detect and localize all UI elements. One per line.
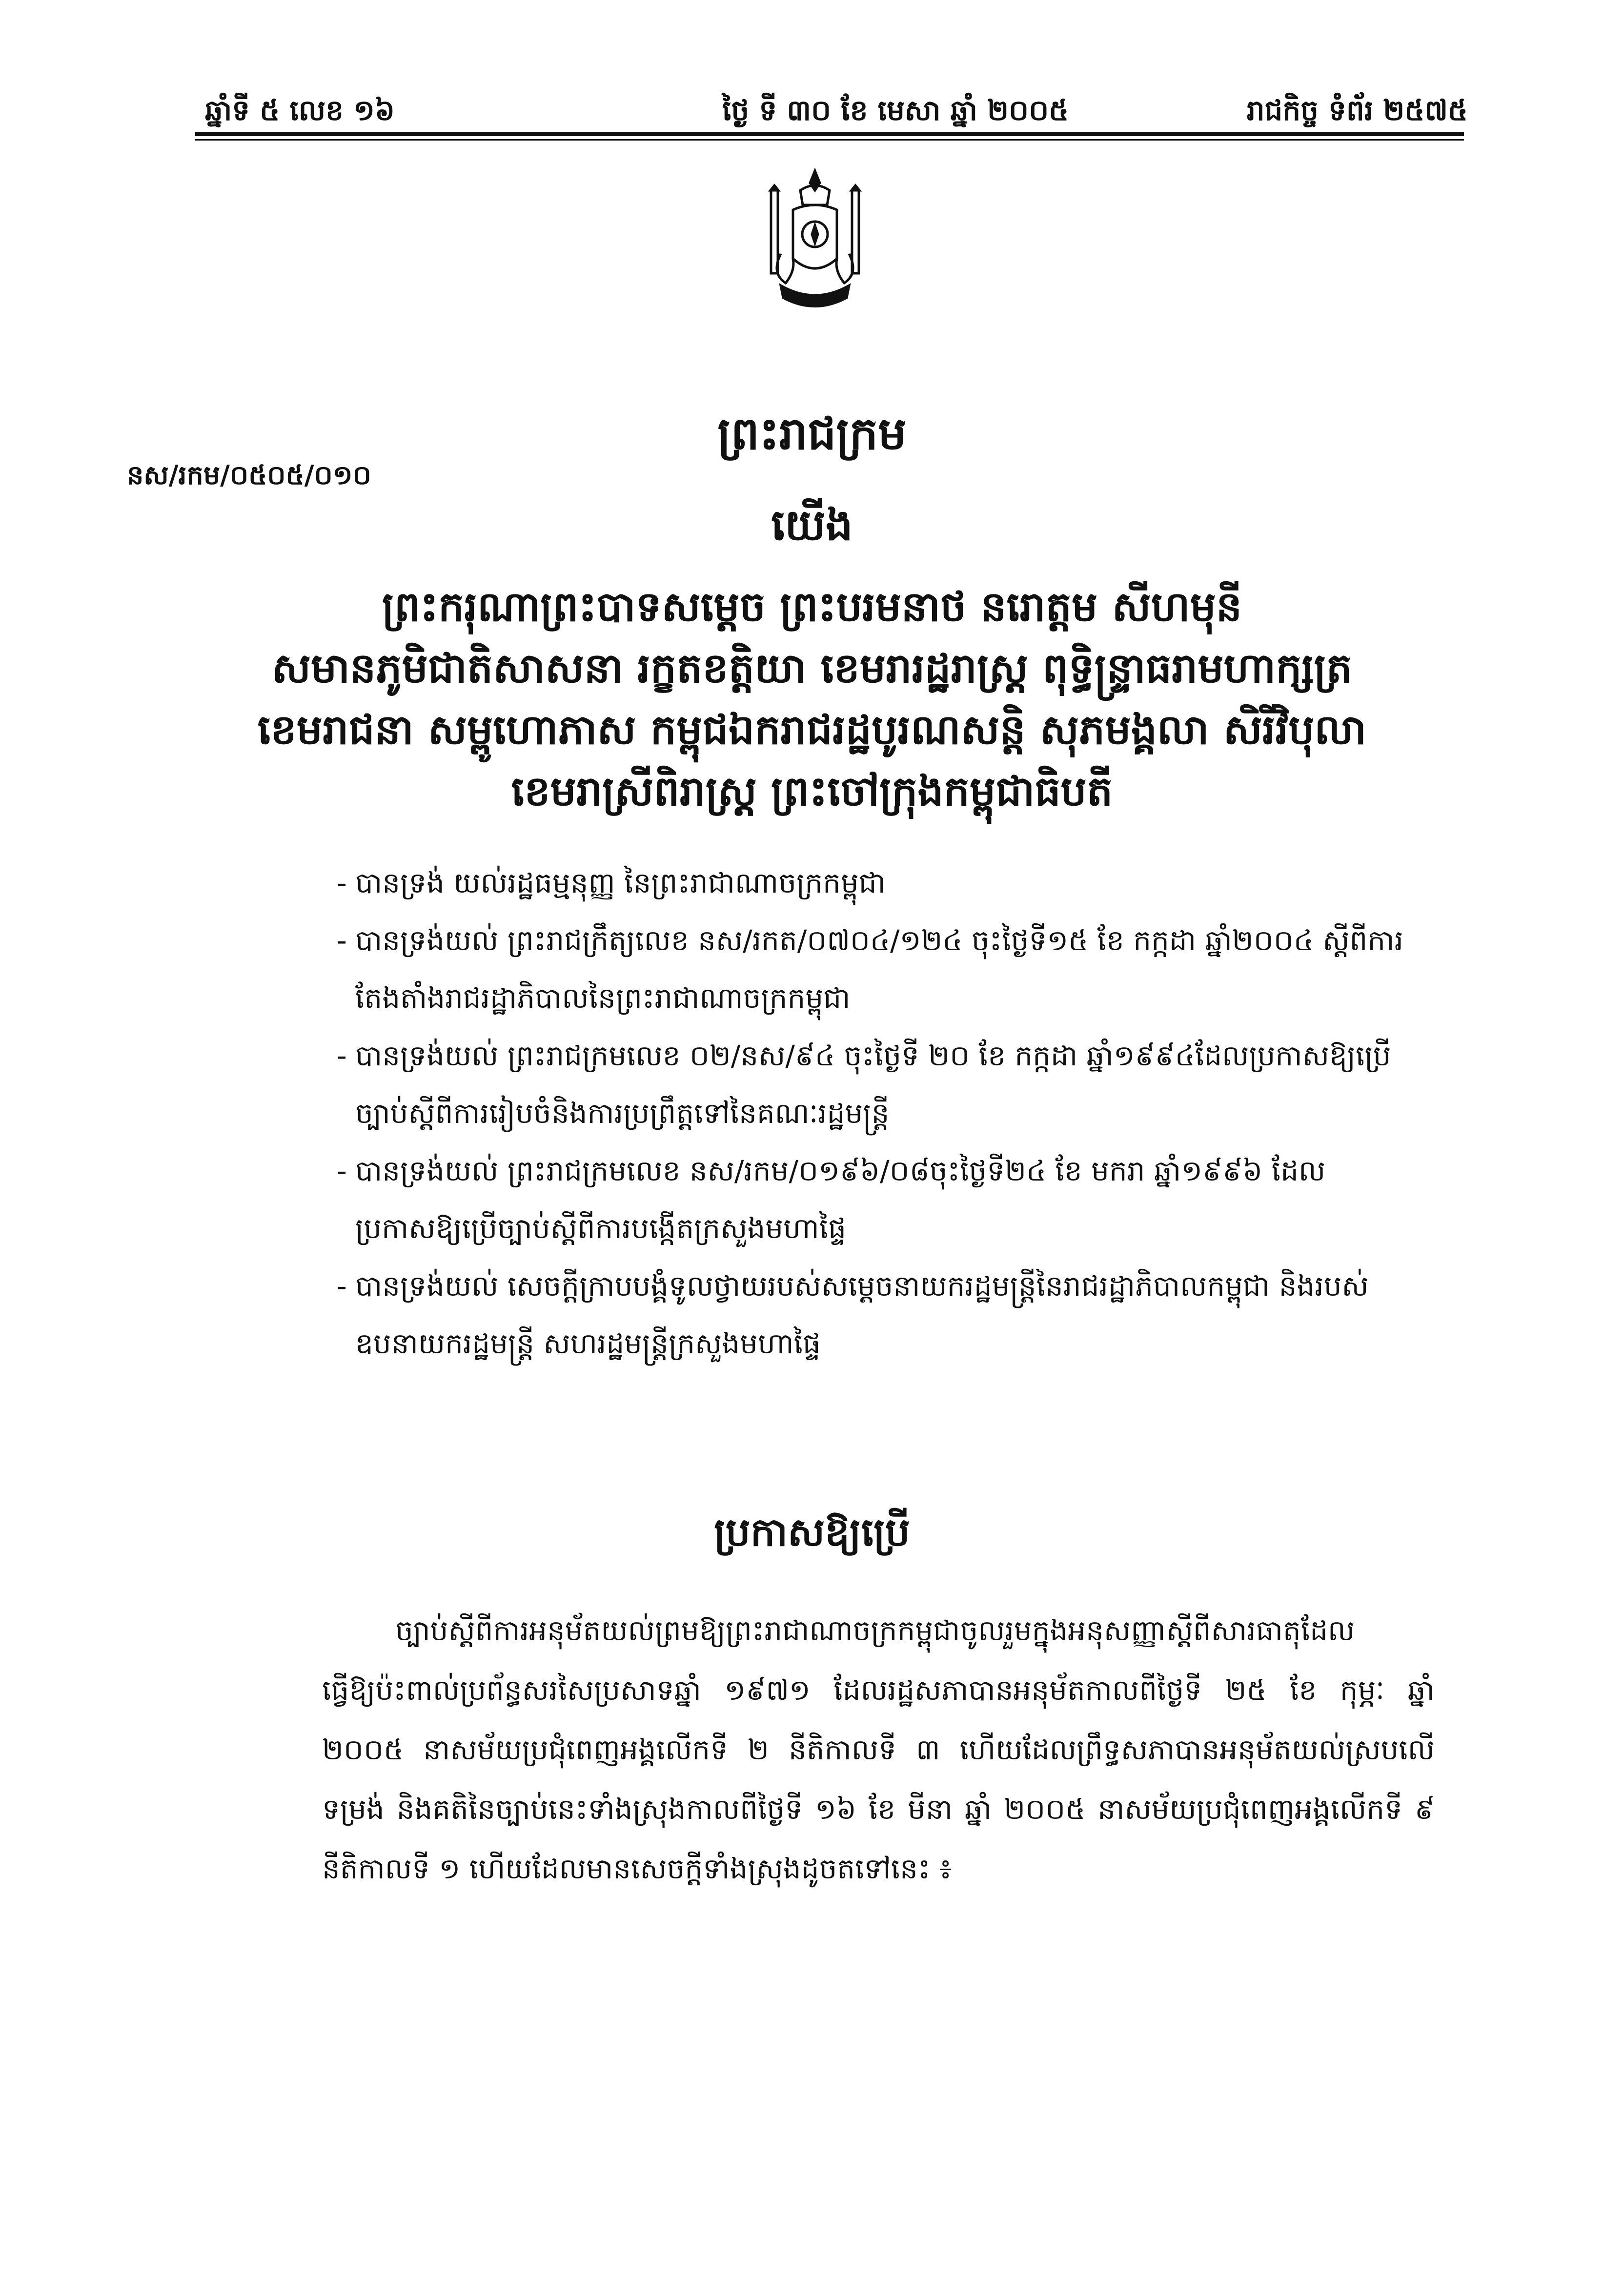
royal-coat-of-arms-icon [751, 161, 878, 322]
consideration-item: - បានទ្រង់យល់ ព្រះរាជក្រមលេខ នស/រកម/០១៩៦/០៨ចុះថ្ងៃទី២៤ ខែ មករា ឆ្នាំ១៩៩៦ ដែលប្រកាសឱ្យប្រើច្បាប់ស្តីពីការបង្កើតក្រសួងមហាផ្ទៃ [337, 1142, 1425, 1257]
consideration-text: បានទ្រង់យល់ ព្រះរាជក្រឹត្យលេខ នស/រកត/០៧០៤/១២៤ ចុះថ្ងៃទី១៥ ខែ កក្កដា ឆ្នាំ២០០៤ ស្តីពីការតែងតាំងរាជរដ្ឋាភិបាលនៃព្រះរាជាណាចក្រកម្ពុជា [355, 924, 1404, 1015]
royal-title-line: ព្រះករុណាព្រះបាទសម្តេច ព្រះបរមនាថ នរោត្តម សីហមុនី [382, 583, 1242, 631]
decree-title: ព្រះរាជក្រម [717, 408, 907, 460]
issue-date: ថ្ងៃ ទី ៣០ ខែ មេសា ឆ្នាំ ២០០៥ [722, 94, 1069, 127]
header-divider-thin [195, 139, 1464, 141]
royal-title-line: ខេមរាជនា សម្ពូហោភាស កម្ពុជឯករាជរដ្ឋបូរណសន្តិ សុភមង្គលា សិរីវិបុលា [257, 706, 1367, 754]
decree-subject: យើង [771, 500, 853, 550]
consideration-item: - បានទ្រង់យល់ ព្រះរាជក្រមលេខ ០២/នស/៩៤ ចុះថ្ងៃទី ២០ ខែ កក្កដា ឆ្នាំ១៩៩៤ដែលប្រកាសឱ្យប្រើច្បាប់ស្តីពីការរៀបចំនិងការប្រព្រឹត្តទៅនៃគណៈរដ្ឋមន្ត្រី [337, 1027, 1425, 1142]
consideration-item: - បានទ្រង់យល់ ព្រះរាជក្រឹត្យលេខ នស/រកត/០៧០៤/១២៤ ចុះថ្ងៃទី១៥ ខែ កក្កដា ឆ្នាំ២០០៤ ស្តីពីការតែងតាំងរាជរដ្ឋាភិបាលនៃព្រះរាជាណាចក្រកម្ពុជា [337, 912, 1425, 1027]
header-divider [195, 132, 1464, 136]
reference-number: នស/រកម/០៥០៥/០១០ [127, 460, 371, 490]
royal-titles [0, 576, 1624, 822]
royal-title-line: ខេមរាស្រីពិរាស្ត្រ ព្រះចៅក្រុងកម្ពុជាធិបតី [511, 767, 1113, 815]
promulgation-heading: ប្រកាសឱ្យប្រើ [714, 1509, 910, 1555]
royal-title-line: សមានភូមិជាតិសាសនា រក្ខតខត្តិយា ខេមរារដ្ឋរាស្ត្រ ពុទ្ធិន្ទ្រាធរាមហាក្សត្រ [272, 644, 1352, 692]
decree-body-text: ច្បាប់ស្តីពីការអនុម័តយល់ព្រមឱ្យព្រះរាជាណាចក្រកម្ពុជាចូលរួមក្នុងអនុសញ្ញាស្តីពីសារធាតុដែលធ្វើឱ្យប៉ះពាល់ប្រព័ន្ធសរសៃប្រសាទឆ្នាំ ១៩៧១ ដែលរដ្ឋសភាបានអនុម័តកាលពីថ្ងៃទី ២៥ ខែ កុម្ភៈ ឆ្នាំ ២០០៥ នាសម័យប្រជុំពេញអង្គលើកទី ២ នីតិកាលទី ៣ ហើយដែលព្រឹទ្ធសភាបានអនុម័តយល់ស្របលើទម្រង់ និងគតិនៃច្បាប់នេះទាំងស្រុងកាលពីថ្ងៃទី ១៦ ខែ មីនា ឆ្នាំ ២០០៥ នាសម័យប្រជុំពេញអង្គលើកទី ៩ នីតិកាលទី ១ ហើយដែលមានសេចក្តីទាំងស្រុងដូចតទៅនេះ ៖ [322, 1614, 1435, 1885]
gazette-page-number: រាជកិច្ច ទំព័រ ២៥៧៥ [1246, 94, 1468, 127]
consideration-item: - បានទ្រង់យល់ សេចក្តីក្រាបបង្គំទូលថ្វាយរបស់សម្តេចនាយករដ្ឋមន្ត្រីនៃរាជរដ្ឋាភិបាលកម្ពុជា និងរបស់ឧបនាយករដ្ឋមន្ត្រី សហរដ្ឋមន្ត្រីក្រសួងមហាផ្ទៃ [337, 1257, 1425, 1372]
decree-body [322, 1601, 1435, 1898]
consideration-text: បានទ្រង់យល់ សេចក្តីក្រាបបង្គំទូលថ្វាយរបស់សម្តេចនាយករដ្ឋមន្ត្រីនៃរាជរដ្ឋាភិបាលកម្ពុជា និងរបស់ឧបនាយករដ្ឋមន្ត្រី សហរដ្ឋមន្ត្រីក្រសួងមហាផ្ទៃ [355, 1269, 1369, 1360]
issue-number: ឆ្នាំទី ៥ លេខ ១៦ [205, 94, 395, 127]
consideration-text: បានទ្រង់យល់ ព្រះរាជក្រមលេខ នស/រកម/០១៩៦/០៨ចុះថ្ងៃទី២៤ ខែ មករា ឆ្នាំ១៩៩៦ ដែលប្រកាសឱ្យប្រើច្បាប់ស្តីពីការបង្កើតក្រសួងមហាផ្ទៃ [355, 1154, 1326, 1245]
consideration-text: បានទ្រង់ យល់រដ្ឋធម្មនុញ្ញ នៃព្រះរាជាណាចក្រកម្ពុជា [355, 866, 886, 899]
consideration-text: បានទ្រង់យល់ ព្រះរាជក្រមលេខ ០២/នស/៩៤ ចុះថ្ងៃទី ២០ ខែ កក្កដា ឆ្នាំ១៩៩៤ដែលប្រកាសឱ្យប្រើច្បាប់ស្តីពីការរៀបចំនិងការប្រព្រឹត្តទៅនៃគណៈរដ្ឋមន្ត្រី [355, 1039, 1391, 1130]
considerations-list [337, 854, 1425, 1372]
consideration-item: - បានទ្រង់ យល់រដ្ឋធម្មនុញ្ញ នៃព្រះរាជាណាចក្រកម្ពុជា [337, 854, 1425, 912]
